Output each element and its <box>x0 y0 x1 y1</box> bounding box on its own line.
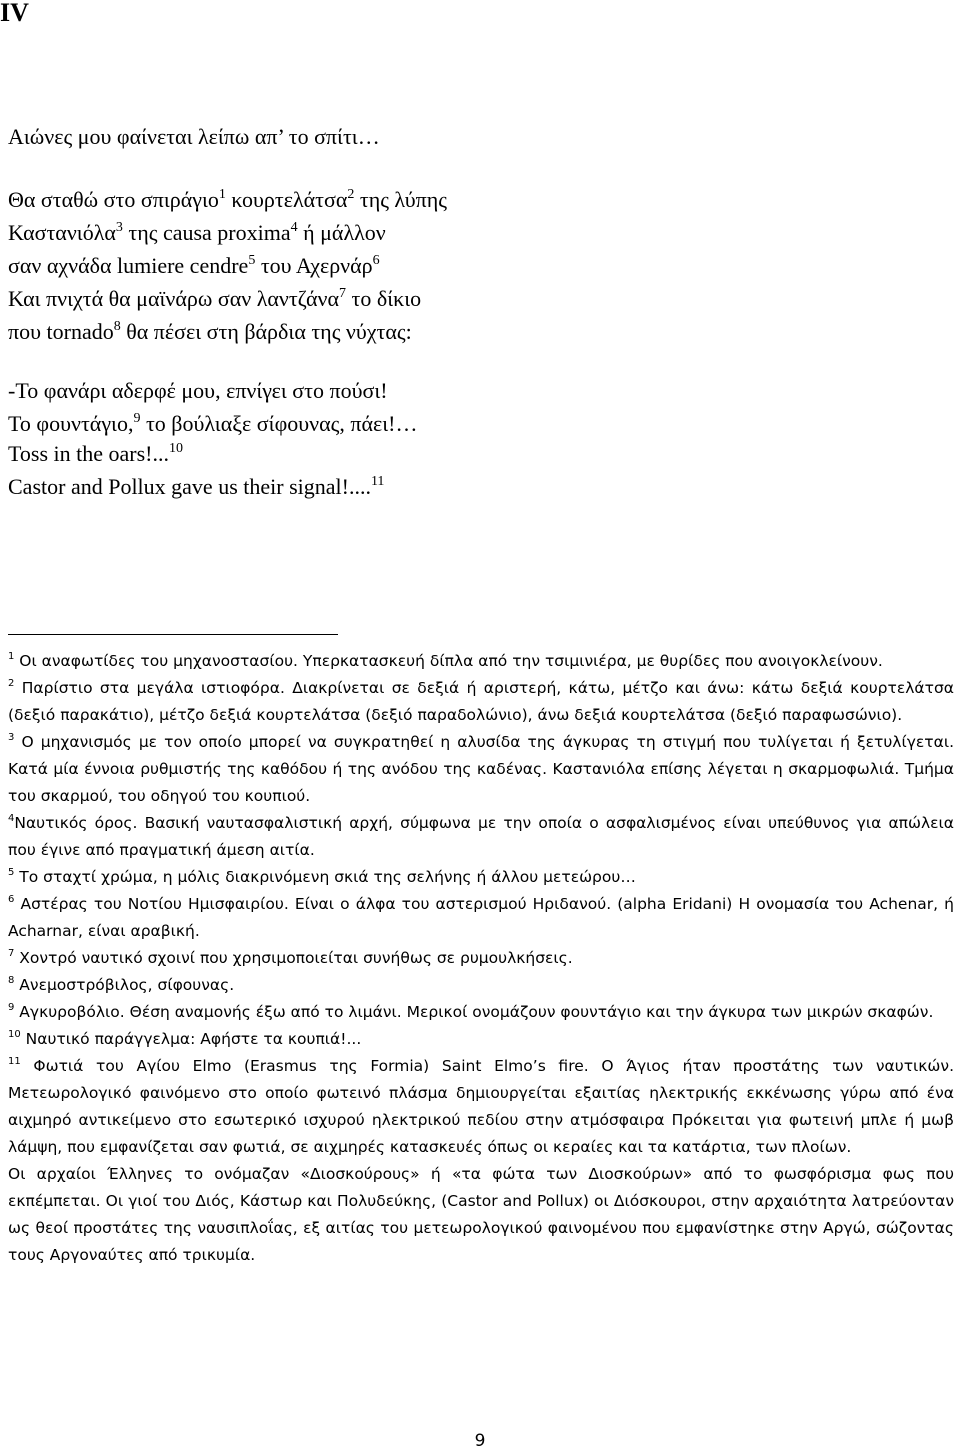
footnote-ref[interactable]: 10 <box>169 441 183 456</box>
footnote-number: 2 <box>8 678 15 689</box>
footnote-ref[interactable]: 7 <box>339 286 346 301</box>
footnote-ref[interactable]: 3 <box>115 220 123 235</box>
footnote-number: 9 <box>8 1002 15 1013</box>
footnote-5: $^5$ Το σταχτί χρώμα, η μόλις διακρινόμενη σκιά της σελήνης ή άλλου μετεώρου… <box>8 867 636 886</box>
poem-line: που tornado$^8$ θα πέσει στη βάρδια της νύχτας: <box>8 319 412 344</box>
poem-line: Θα σταθώ στο σπιράγιο$^1$ κουρτελάτσα$^2$ της λύπης <box>8 187 447 212</box>
footnote-3: $^3$ Ο μηχανισμός με τον οποίο μπορεί να συγκρατηθεί η αλυσίδα της άγκυρας τη στιγμή που τυλίγεται ή ξετυλίγεται. Κατά μία έννοια ρυθμιστής της καθόδου ή της ανόδου της καδένας. Καστανιόλα επίσης λέγεται η σκαρμοφωλιά. Τμήμα του σκαρμού, του οδηγού του κουπιού. <box>8 732 954 805</box>
footnote-ref[interactable]: 9 <box>133 411 141 426</box>
poem-line: σαν αχνάδα lumiere cendre$^5$ του Αχερνάρ$^6$ <box>8 253 380 278</box>
footnote-11-continued: Οι αρχαίοι Έλληνες το ονόμαζαν «Διοσκούρους» ή «τα φώτα των Διοσκούρων» από το φωσφόρισμα φως που εκπέμπεται. Οι γιοί του Διός, Κάστωρ και Πολυδεύκης, (Castor and Pollux) οι Διόσκουροι, στην αρχαιότητα λατρεύονταν ως θεοί προστάτες της ναυσιπλοΐας, εξ αιτίας του μετεωρολογικού φαινομένου που εμφανίστηκε στην Αργώ, σώζοντας τους Αργοναύτες από τρικυμία. <box>8 1165 954 1264</box>
footnote-4: $^4$Ναυτικός όρος. Βασική ναυτασφαλιστική αρχή, σύμφωνα με την οποία ο ασφαλισμένος είναι υπεύθυνος για απώλεια που έγινε από πραγματική άμεση αιτία. <box>8 813 954 859</box>
footnote-2: $^2$ Παρίστιο στα μεγάλα ιστιοφόρα. Διακρίνεται σε δεξιά ή αριστερή, κάτω, μέτζο και άνω: κάτω δεξιά κουρτελάτσα (δεξιό παρακάτιο), μέτζο δεξιά κουρτελάτσα (δεξιό παραδολώνιο), άνω δεξιά κουρτελάτσα (δεξιό παραφωσώνιο). <box>8 678 954 724</box>
footnote-ref[interactable]: 4 <box>290 220 298 235</box>
footnote-6: $^6$ Αστέρας του Νοτίου Ημισφαιρίου. Είναι ο άλφα του αστερισμού Ηριδανού. (alpha Eridani) Η ονομασία του Achenar, ή Acharnar, είναι αραβική. <box>8 894 954 940</box>
poem-line: Castor and Pollux gave us their signal!....$^{11}$ <box>8 474 385 499</box>
footnote-number: 10 <box>8 1029 21 1040</box>
footnote-ref[interactable]: 6 <box>372 253 380 268</box>
poem-line: Και πνιχτά θα μαϊνάρω σαν λαντζάνα$^7$ το δίκιο <box>8 286 422 311</box>
footnote-8: $^8$ Ανεμοστρόβιλος, σίφουνας. <box>8 975 235 994</box>
footnote-ref[interactable]: 8 <box>113 319 121 334</box>
footnote-1: $^1$ Οι αναφωτίδες του μηχανοστασίου. Υπερκατασκευή δίπλα από την τσιμινιέρα, με θυρίδες που ανοιγοκλείνουν. <box>8 651 883 670</box>
footnote-separator <box>8 634 338 635</box>
footnote-ref[interactable]: 11 <box>370 474 385 489</box>
footnote-11: $^{11}$ Φωτιά του Αγίου Elmo (Erasmus της Formia) Saint Elmo’s fire. Ο Άγιος ήταν προστάτης των ναυτικών. Μετεωρολογικό φαινόμενο στο οποίο φωτεινό πλάσμα δημιουργείται εξαιτίας ηλεκτρικής εκκένωσης γύρω από ένα αιχμηρό αντικείμενο στο εσωτερικό ισχυρού ηλεκτρικού πεδίου στην ατμόσφαιρα Πρόκειται για φωτεινή μπλε ή μωβ λάμψη, που εμφανίζεται σαν φωτιά, σε αιχμηρές κατασκευές όπως οι κεραίες και τα κατάρτια, των πλοίων. <box>8 1056 954 1156</box>
poem-line: Toss in the oars!...$^{10}$ <box>8 441 183 466</box>
poem-line: Το φουντάγιο,$^9$ το βούλιαξε σίφουνας, πάει!… <box>8 411 418 436</box>
footnote-number: 7 <box>8 948 15 959</box>
footnote-ref[interactable]: 2 <box>347 187 355 202</box>
poem-line: Καστανιόλα$^3$ της causa proxima$^4$ ή μάλλον <box>8 220 386 245</box>
footnote-7: $^7$ Χοντρό ναυτικό σχοινί που χρησιμοποιείται συνήθως σε ρυμουλκήσεις. <box>8 948 573 967</box>
section-heading: IV <box>0 0 29 27</box>
footnote-number: 11 <box>8 1056 21 1067</box>
poem-line: Αιώνες μου φαίνεται λείπω απ’ το σπίτι… <box>8 124 380 149</box>
footnote-number: 6 <box>8 894 15 905</box>
poem-line: -Το φανάρι αδερφέ μου, επνίγει στο πούσι! <box>8 378 388 403</box>
footnotes <box>8 648 954 1269</box>
footnote-10: $^{10}$ Ναυτικό παράγγελμα: Αφήστε τα κουπιά!... <box>8 1029 362 1048</box>
footnote-number: 4 <box>8 813 15 824</box>
footnote-number: 5 <box>8 867 15 878</box>
page-number: 9 <box>474 1431 486 1451</box>
footnote-ref[interactable]: 5 <box>248 253 256 268</box>
footnote-number: 1 <box>8 651 15 662</box>
footnote-9: $^9$ Αγκυροβόλιο. Θέση αναμονής έξω από το λιμάνι. Μερικοί ονομάζουν φουντάγιο και την άγκυρα των μικρών σκαφών. <box>8 1002 934 1021</box>
footnote-number: 8 <box>8 975 15 986</box>
footnote-number: 3 <box>8 732 15 743</box>
footnote-ref[interactable]: 1 <box>218 187 226 202</box>
